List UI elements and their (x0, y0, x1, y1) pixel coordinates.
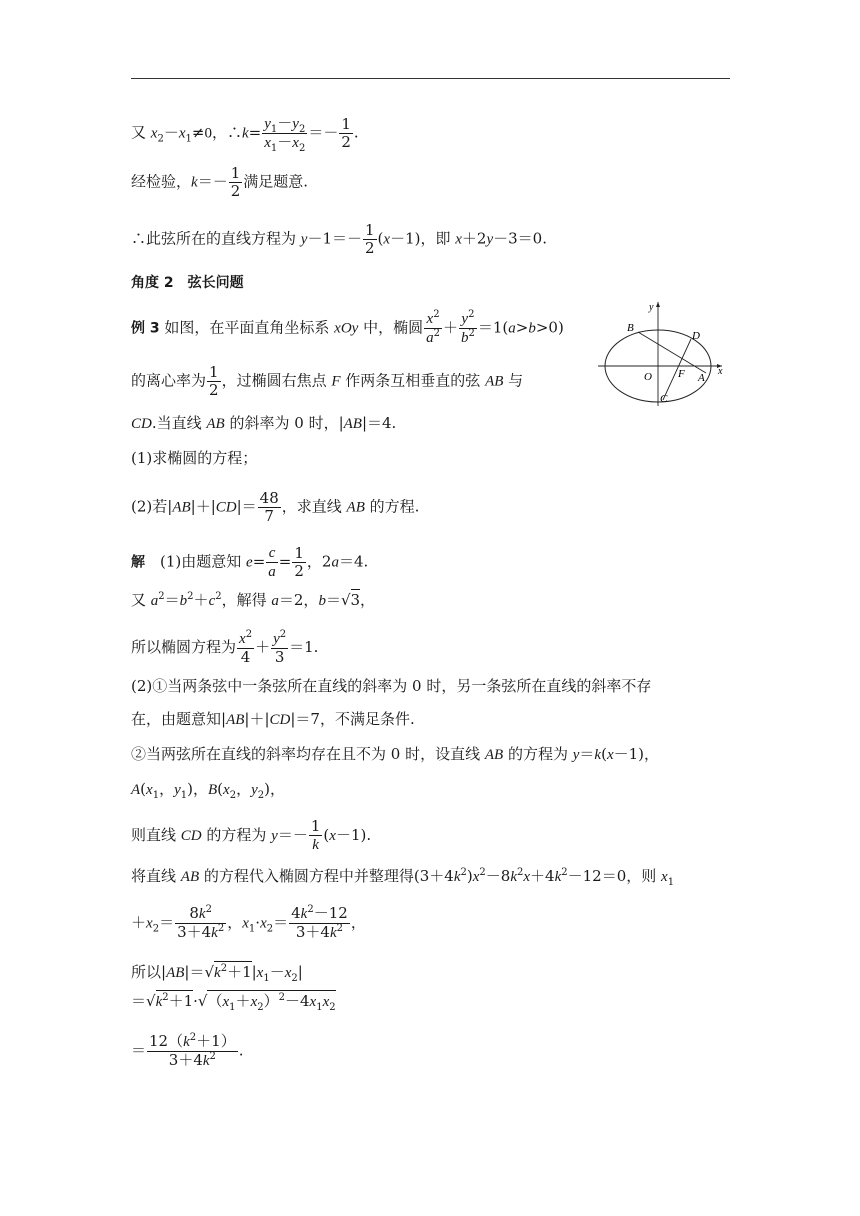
line-6: 的离心率为 $\frac{1}{2}$ ，过椭圆右焦点 F 作两条互相垂直的弦 AB 与 (131, 363, 524, 399)
line-19: $+x_2=$ $\frac{8k^2}{3+4k^2}$ ，$x_1\cdot x_2=$ $\frac{4k^2-12}{3+4k^2}$ ， (131, 904, 366, 941)
line-example-3: 例 3 如图，在平面直角坐标系 xOy 中，椭圆 $\frac{x^2}{a^2}$ ＋ $\frac{y^2}{b^2}$ ＝1(a>b>0) (131, 309, 564, 346)
line-18: 将直线 AB 的方程代入椭圆方程中并整理得$(3+4k^2)x^2-8k^2x+4k^2-12=0$，则 $x_1$ (131, 867, 675, 888)
line-14: 在，由题意知|AB|＋|CD|＝7，不满足条件. (131, 710, 415, 728)
label-b: B (627, 322, 634, 334)
label-d: D (692, 330, 700, 342)
chord-cd (663, 339, 691, 400)
line-11: 又 $a^2=b^2+c^2$，解得 a＝2，b＝√3， (131, 591, 376, 609)
line-12: 所以椭圆方程为 $\frac{x^2}{4}$ ＋ $\frac{y^2}{3}$ ＝1. (131, 629, 319, 666)
line-13: (2)①当两条弦中一条弦所在直线的斜率为 0 时，另一条弦所在直线的斜率不存 (131, 677, 652, 695)
line-8: (1)求椭圆的方程； (131, 449, 258, 467)
section-heading: 角度 2 弦长问题 (131, 275, 244, 291)
line-20: 所以$|AB|=√k^2+1|x_1-x_2|$ (131, 963, 303, 984)
header-rule (131, 78, 730, 79)
label-c: C (660, 393, 668, 405)
label-f: F (678, 368, 685, 380)
ellipse-figure (598, 298, 728, 408)
line-15: ②当两弦所在直线的斜率均存在且不为 0 时，设直线 AB 的方程为 y＝k(x－1)， (131, 745, 660, 763)
line-1: 又 $x_2-x_1\ne 0$，∴k= $\frac{y_1-y_2}{x_1-x_2}$ ＝－ $\frac{1}{2}$ . (131, 114, 359, 154)
line-2: 经检验，k＝－ $\frac{1}{2}$ 满足题意. (131, 164, 309, 200)
line-21: $=√k^2+1\cdot√(x_1+x_2)^2-4x_1x_2$ (131, 992, 336, 1013)
label-y: y (649, 302, 654, 313)
label-x: x (718, 366, 723, 377)
line-10: 解 (1)由题意知 e= $\frac{c}{a}$ = $\frac{1}{2}$ ，2a＝4. (131, 544, 369, 580)
line-9: (2)若|AB|＋|CD|＝ $\frac{48}{7}$ ，求直线 AB 的方程. (131, 489, 420, 525)
line-3: ∴此弦所在的直线方程为 y－1＝－ $\frac{1}{2}$ (x－1)，即 x＋2y－3＝0. (131, 221, 547, 257)
label-a: A (698, 372, 705, 384)
label-o: O (644, 371, 652, 383)
line-17: 则直线 CD 的方程为 y＝－ $\frac{1}{k}$ (x－1). (131, 817, 372, 853)
line-22: ＝ $\frac{12(k^2+1)}{3+4k^2}$ . (131, 1032, 244, 1069)
line-16: $A(x_1$，$y_1$)，$B(x_2$，$y_2$)， (131, 780, 285, 801)
line-7: CD.当直线 AB 的斜率为 0 时，|AB|＝4. (131, 414, 397, 432)
